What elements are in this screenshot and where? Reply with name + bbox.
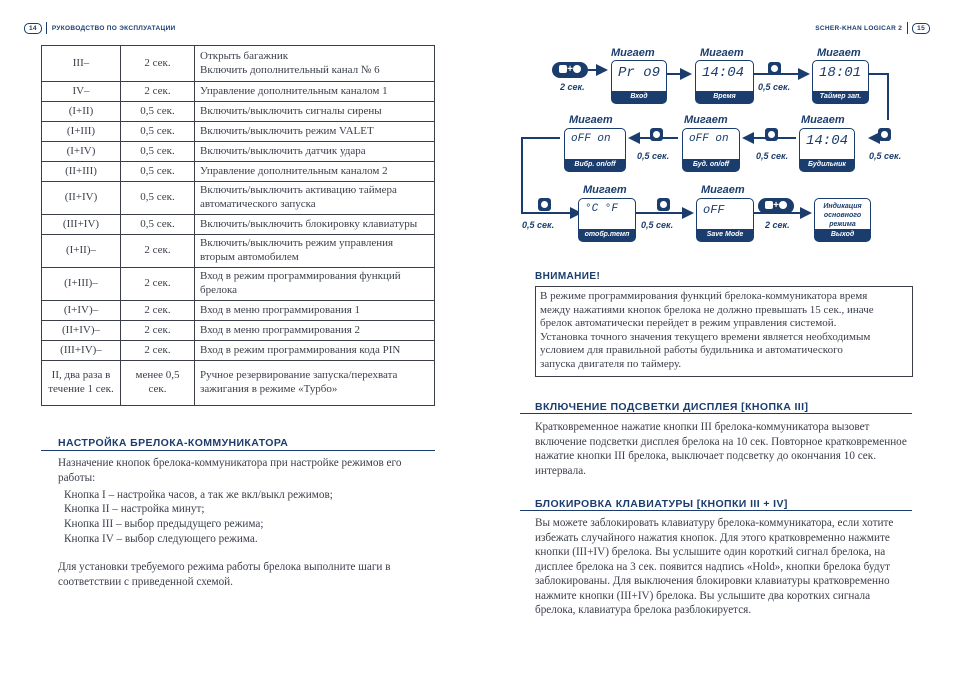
warning-box bbox=[535, 286, 913, 377]
right-page-number: 15 bbox=[912, 23, 930, 34]
button-icon-next-4 bbox=[650, 128, 663, 141]
buttons-cell: (I+II)– bbox=[42, 235, 121, 268]
time-cell: 2 сек. bbox=[121, 235, 195, 268]
buttons-cell: (I+IV)– bbox=[42, 301, 121, 321]
time-cell: 0,5 сек. bbox=[121, 162, 195, 182]
buttons-cell: (I+III)– bbox=[42, 268, 121, 301]
buttons-cell: II, два раза в течение 1 сек. bbox=[42, 361, 121, 406]
screen-timer-display: 18:01 bbox=[819, 65, 862, 81]
warning-title: ВНИМАНИЕ! bbox=[535, 271, 601, 282]
warning-line-6: запуска двигателя по таймеру. bbox=[540, 357, 682, 370]
buttons-cell: (III+IV)– bbox=[42, 341, 121, 361]
action-cell: Вход в режим программирования функций брелока bbox=[195, 268, 435, 301]
half-sec-label-3: 0,5 сек. bbox=[756, 151, 789, 161]
warning-line-3: брелок автоматически перейдет в режим управления системой. bbox=[540, 317, 837, 330]
time-cell: 0,5 сек. bbox=[121, 122, 195, 142]
action-cell: Управление дополнительным каналом 1 bbox=[195, 82, 435, 102]
blink-label-save: Мигает bbox=[701, 184, 745, 196]
buttons-cell: (I+II) bbox=[42, 102, 121, 122]
screen-alarm-display: 14:04 bbox=[806, 133, 849, 149]
action-cell: Включить/выключить активацию таймера автоматического запуска bbox=[195, 182, 435, 215]
screen-entry bbox=[611, 60, 667, 104]
blink-label-entry: Мигает bbox=[611, 47, 655, 59]
action-cell: Вход в меню программирования 2 bbox=[195, 321, 435, 341]
time-cell: 2 сек. bbox=[121, 46, 195, 82]
button-icon-next-2 bbox=[878, 128, 891, 141]
two-sec-label-1: 2 сек. bbox=[560, 82, 585, 92]
warning-line-2: между нажатиями кнопок брелока не должно превышать 15 сек., иначе bbox=[540, 303, 874, 316]
exit-label: Выход bbox=[815, 229, 870, 241]
setup-item-1: Кнопка I – настройка часов, а так же вкл/выкл режимов; bbox=[64, 489, 333, 501]
buttons-cell: IV– bbox=[42, 82, 121, 102]
button-icon-next-3 bbox=[765, 128, 778, 141]
button-combo-icon bbox=[552, 62, 588, 78]
time-cell: менее 0,5 сек. bbox=[121, 361, 195, 406]
buttons-cell: (II+IV) bbox=[42, 182, 121, 215]
screen-alarm-onoff-label: Буд. on/off bbox=[683, 159, 739, 171]
blink-label-alarm: Мигает bbox=[801, 114, 845, 126]
left-page-number: 14 bbox=[24, 23, 42, 34]
time-cell: 2 сек. bbox=[121, 341, 195, 361]
warning-line-5: условием для правильной работы будильника и автоматического bbox=[540, 344, 843, 357]
buttons-cell: (II+IV)– bbox=[42, 321, 121, 341]
exit-text: Индикация основного режима bbox=[823, 203, 862, 228]
warning-line-4: Установка точного значения текущего времени является необходимым bbox=[540, 330, 871, 343]
time-cell: 0,5 сек. bbox=[121, 215, 195, 235]
plus-sign-2: + bbox=[773, 200, 779, 211]
half-sec-label-2: 0,5 сек. bbox=[869, 151, 902, 161]
warning-line-1: В режиме программирования функций брелока-коммуникатора время bbox=[540, 290, 868, 302]
screen-vibro bbox=[564, 128, 626, 172]
action-cell: Включить/выключить режим VALET bbox=[195, 122, 435, 142]
two-sec-label-2: 2 сек. bbox=[765, 220, 790, 230]
setup-item-2: Кнопка II – настройка минут; bbox=[64, 503, 205, 515]
half-sec-label-4: 0,5 сек. bbox=[637, 151, 670, 161]
screen-temp-label: отобр.темп bbox=[579, 229, 635, 241]
plus-sign: + bbox=[567, 64, 573, 75]
screen-time-label: Время bbox=[696, 91, 753, 103]
blink-label-temp: Мигает bbox=[583, 184, 627, 196]
keylock-rule bbox=[520, 510, 912, 511]
screen-entry-display: Pr o9 bbox=[618, 65, 661, 81]
blink-label-time: Мигает bbox=[700, 47, 744, 59]
keylock-title: БЛОКИРОВКА КЛАВИАТУРЫ [КНОПКИ III + IV] bbox=[535, 498, 788, 510]
setup-title: НАСТРОЙКА БРЕЛОКА-КОММУНИКАТОРА bbox=[58, 437, 289, 449]
action-cell: Управление дополнительным каналом 2 bbox=[195, 162, 435, 182]
keylock-text: Вы можете заблокировать клавиатуру брелока-коммуникатора, если хотите избежать случайного нажатия кнопок. Для этого кратковременно нажмите кнопки (III+IV) брелока. Вы услышите один короткий сигнал брелока, на дисплее брелока на 3 сек. появится надпись «Hold», кнопки брелока будут заблокированы. Для выключения блокировки клавиатуры кратковременно нажмите кнопки (III+IV) брелока. Вы услышите два коротких сигнала брелока, клавиатура брелока разблокируется. bbox=[535, 517, 894, 616]
blink-label-vibro: Мигает bbox=[569, 114, 613, 126]
backlight-text: Кратковременное нажатие кнопки III брелока-коммуникатора вызовет включение подсветки дисплея брелока на 10 сек. Повторное кратковременное нажатие кнопки III брелока, выключает подсветку до окончания 10 сек. интервала. bbox=[535, 421, 907, 477]
time-cell: 2 сек. bbox=[121, 301, 195, 321]
button-icon-next-1 bbox=[768, 62, 781, 75]
time-cell: 0,5 сек. bbox=[121, 182, 195, 215]
action-cell: Вход в режим программирования кода PIN bbox=[195, 341, 435, 361]
time-cell: 0,5 сек. bbox=[121, 102, 195, 122]
screen-time bbox=[695, 60, 754, 104]
time-cell: 2 сек. bbox=[121, 268, 195, 301]
blink-label-timer: Мигает bbox=[817, 47, 861, 59]
button-icon-next-5 bbox=[538, 198, 551, 211]
setup-item-4: Кнопка IV – выбор следующего режима. bbox=[64, 533, 258, 545]
button-icon-next-6 bbox=[657, 198, 670, 211]
buttons-cell: (II+III) bbox=[42, 162, 121, 182]
screen-timer bbox=[812, 60, 869, 104]
buttons-cell: III– bbox=[42, 46, 121, 82]
action-cell: Вход в меню программирования 1 bbox=[195, 301, 435, 321]
buttons-cell: (I+III) bbox=[42, 122, 121, 142]
screen-time-display: 14:04 bbox=[702, 65, 745, 81]
action-cell: Включить/выключить датчик удара bbox=[195, 142, 435, 162]
half-sec-label-5: 0,5 сек. bbox=[522, 220, 555, 230]
screen-entry-label: Вход bbox=[612, 91, 666, 103]
action-cell: Открыть багажник Включить дополнительный канал № 6 bbox=[195, 46, 435, 82]
button-combo-icon-2 bbox=[758, 198, 794, 214]
blink-label-alarm-onoff: Мигает bbox=[684, 114, 728, 126]
action-cell: Включить/выключить режим управления вторым автомобилем bbox=[195, 235, 435, 268]
backlight-title: ВКЛЮЧЕНИЕ ПОДСВЕТКИ ДИСПЛЕЯ [КНОПКА III] bbox=[535, 401, 809, 413]
screen-timer-label: Таймер зап. bbox=[813, 91, 868, 103]
setup-intro: Назначение кнопок брелока-коммуникатора при настройке режимов его работы: bbox=[58, 457, 402, 484]
setup-outro: Для установки требуемого режима работы брелока выполните шаги в соответствии с приведенной схемой. bbox=[58, 561, 391, 588]
right-header-title: SCHER-KHAN LOGICAR 2 bbox=[815, 24, 903, 32]
action-cell: Включить/выключить блокировку клавиатуры bbox=[195, 215, 435, 235]
screen-vibro-display: oFF on bbox=[571, 133, 611, 145]
screen-save-label: Save Mode bbox=[697, 229, 753, 241]
half-sec-label-1: 0,5 сек. bbox=[758, 82, 791, 92]
buttons-cell: (III+IV) bbox=[42, 215, 121, 235]
screen-save bbox=[696, 198, 754, 242]
screen-alarm-onoff bbox=[682, 128, 740, 172]
action-cell: Ручное резервирование запуска/перехвата зажигания в режиме «Турбо» bbox=[195, 361, 435, 406]
time-cell: 2 сек. bbox=[121, 82, 195, 102]
half-sec-label-6: 0,5 сек. bbox=[641, 220, 674, 230]
left-header-title: РУКОВОДСТВО ПО ЭКСПЛУАТАЦИИ bbox=[51, 24, 176, 32]
screen-alarm bbox=[799, 128, 855, 172]
time-cell: 0,5 сек. bbox=[121, 142, 195, 162]
screen-save-display: oFF bbox=[703, 203, 725, 217]
setup-item-3: Кнопка III – выбор предыдущего режима; bbox=[64, 518, 264, 530]
screen-vibro-label: Вибр. on/off bbox=[565, 159, 625, 171]
action-cell: Включить/выключить сигналы сирены bbox=[195, 102, 435, 122]
buttons-cell: (I+IV) bbox=[42, 142, 121, 162]
screen-exit bbox=[814, 198, 871, 242]
screen-alarm-label: Будильник bbox=[800, 159, 854, 171]
screen-temp-display: °C °F bbox=[585, 203, 619, 215]
screen-alarm-onoff-display: oFF on bbox=[689, 133, 729, 145]
backlight-rule bbox=[520, 413, 912, 414]
time-cell: 2 сек. bbox=[121, 321, 195, 341]
screen-temp bbox=[578, 198, 636, 242]
